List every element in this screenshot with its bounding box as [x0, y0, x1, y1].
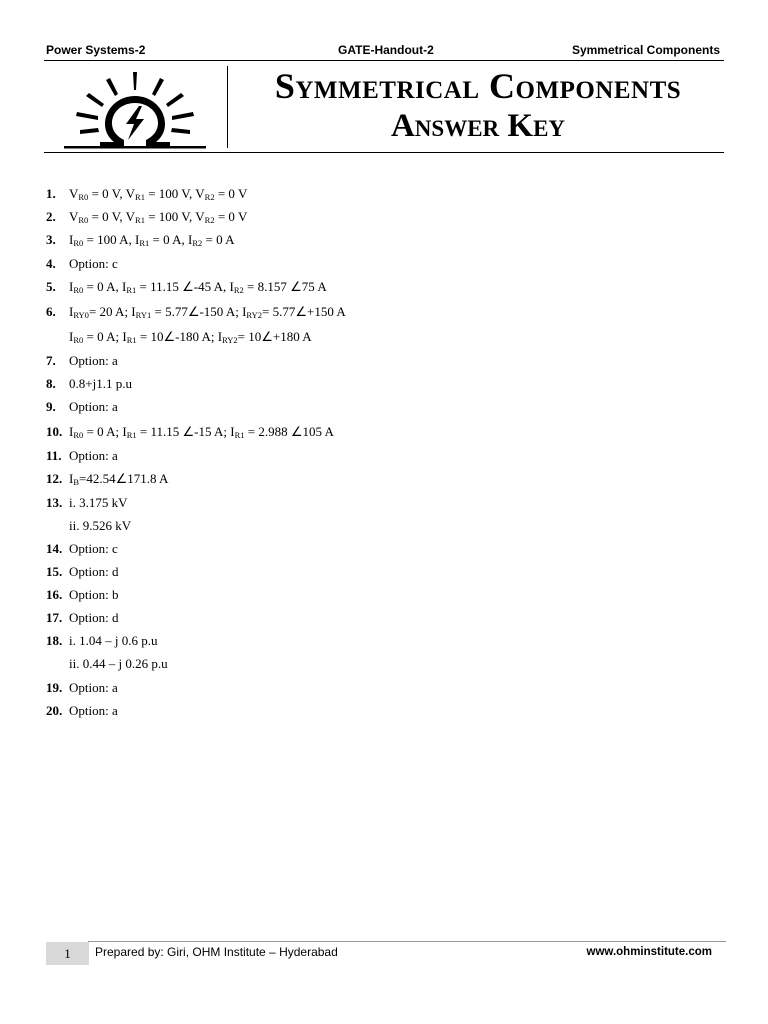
answer-text: ii. 0.44 – j 0.26 p.u	[69, 656, 168, 671]
answer-text: $I_{R0} = 0$ A; $I_{R1} = 11.15$ ∠-15 A; $I_{R1} = 2.988$ ∠105 A	[69, 424, 334, 440]
answer-text: $I_{RY0}= 20$ A; $I_{RY1}$ = 5.77∠-150 A; $I_{RY2}=$ 5.77∠+150 A	[69, 304, 346, 320]
answer-number: 11.	[46, 448, 62, 463]
answer-number: 14.	[46, 541, 63, 556]
answer-text: Option: c	[69, 256, 118, 271]
header-divider	[227, 66, 228, 148]
page-number: 1	[46, 942, 89, 965]
sun-omega-lightning-logo-icon	[62, 66, 208, 152]
footer-website: www.ohminstitute.com	[586, 946, 712, 958]
answer-text: Option: d	[69, 610, 119, 625]
answer-number: 5.	[46, 279, 56, 294]
answer-text: Option: a	[69, 399, 118, 414]
answer-text: $I_{R0} = 0$ A, $I_{R1} = 11.15$ ∠-45 A, $I_{R2} = 8.157$ ∠75 A	[69, 279, 327, 295]
answer-text: Option: a	[69, 703, 118, 718]
answer-text: Option: d	[69, 564, 119, 579]
answer-text: $I_B=42.54\angle 171.8$ A	[69, 471, 169, 487]
answer-number: 13.	[46, 495, 63, 510]
answer-text: Option: b	[69, 587, 119, 602]
answer-number: 18.	[46, 633, 63, 648]
answer-number: 15.	[46, 564, 63, 579]
header-handout: GATE-Handout-2	[338, 43, 434, 57]
answer-text: $I_{R0} = 0$ A; $I_{R1}$ = 10∠-180 A; $I_{RY2}=$ 10∠+180 A	[69, 329, 312, 345]
page-header	[46, 43, 720, 59]
answer-number: 1.	[46, 186, 56, 201]
header-topic: Symmetrical Components	[571, 43, 720, 57]
answer-text: i. 1.04 – j 0.6 p.u	[69, 633, 158, 648]
answer-number: 20.	[46, 703, 63, 718]
answer-text: ii. 9.526 kV	[69, 518, 132, 533]
title-rule	[44, 152, 724, 153]
answer-text: $I_{R0} = 100$ A, $I_{R1} = 0$ A, $I_{R2} = 0$ A	[69, 232, 235, 248]
answer-text: Option: a	[69, 680, 118, 695]
document-title	[232, 66, 724, 143]
answer-number: 2.	[46, 209, 56, 224]
title-line-2: Answer Key	[390, 108, 566, 144]
header-subject: Power Systems-2	[46, 43, 146, 57]
answer-number: 4.	[46, 256, 56, 271]
answer-number: 7.	[46, 353, 56, 368]
answer-text: Option: a	[69, 353, 118, 368]
answer-text: Option: a	[69, 448, 118, 463]
answer-number: 3.	[46, 232, 56, 247]
answer-number: 19.	[46, 680, 63, 695]
header-rule	[44, 60, 724, 61]
answer-number: 17.	[46, 610, 63, 625]
answer-text: $V_{R0} = 0$ V, $V_{R1} = 100$ V, $V_{R2} = 0$ V	[69, 186, 248, 202]
footer-rule	[88, 941, 726, 942]
answer-number: 16.	[46, 587, 63, 602]
answer-number: 6.	[46, 304, 56, 319]
answer-number: 8.	[46, 376, 56, 391]
answer-text: 0.8+j1.1 p.u	[69, 376, 132, 391]
answer-number: 12.	[46, 471, 63, 486]
answer-text: Option: c	[69, 541, 118, 556]
answer-text: i. 3.175 kV	[69, 495, 128, 510]
answer-text: $V_{R0} = 0$ V, $V_{R1} = 100$ V, $V_{R2} = 0$ V	[69, 209, 248, 225]
title-line-1: Symmetrical Components	[274, 66, 682, 106]
answer-number: 10.	[46, 424, 63, 439]
footer-prepared-by: Prepared by: Giri, OHM Institute – Hyderabad	[95, 945, 338, 959]
answer-number: 9.	[46, 399, 56, 414]
